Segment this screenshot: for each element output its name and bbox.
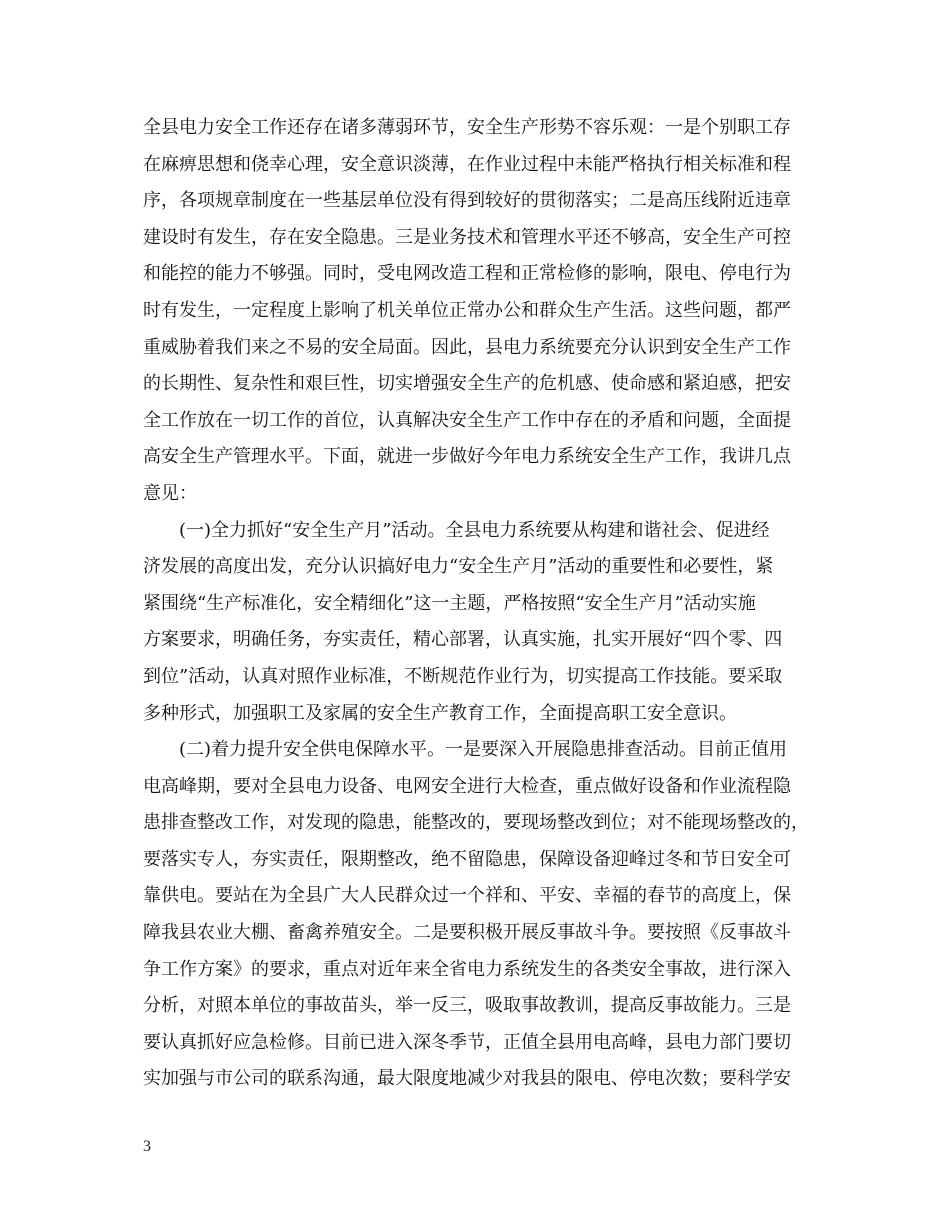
body-text (143, 110, 833, 1098)
text-line: 在麻痹思想和侥幸心理，安全意识淡薄，在作业过程中未能严格执行相关标准和程 (143, 153, 791, 175)
text-line: 建设时有发生，存在安全隐患。三是业务技术和管理水平还不够高，安全生产可控 (143, 226, 791, 248)
text-line: 障我县农业大棚、畜禽养殖安全。二是要积极开展反事故斗争。要按照《反事故斗 (143, 922, 791, 944)
text-line: 全县电力安全工作还存在诸多薄弱环节，安全生产形势不容乐观：一是个别职工存 (143, 117, 791, 138)
text-line: 方案要求，明确任务，夯实责任，精心部署，认真实施，扎实开展好“四个零、四 (143, 629, 783, 651)
page-number: 3 (143, 1138, 151, 1155)
text-line: 全工作放在一切工作的首位，认真解决安全生产工作中存在的矛盾和问题，全面提 (143, 409, 791, 431)
text-line: 要落实专人，夯实责任，限期整改，绝不留隐患，保障设备迎峰过冬和节日安全可 (143, 848, 791, 870)
text-line: 靠供电。要站在为全县广大人民群众过一个祥和、平安、幸福的春节的高度上，保 (143, 885, 791, 907)
text-line: (二)着力提升安全供电保障水平。一是要深入开展隐患排查活动。目前正值用 (143, 739, 788, 761)
text-line: 紧围绕“生产标准化，安全精细化”这一主题，严格按照“安全生产月”活动实施 (143, 592, 756, 614)
text-line: 高安全生产管理水平。下面，就进一步做好今年电力系统安全生产工作，我讲几点 (143, 446, 791, 468)
text-line: 序，各项规章制度在一些基层单位没有得到较好的贯彻落实；二是高压线附近违章 (143, 190, 791, 212)
text-line: 争工作方案》的要求，重点对近年来全省电力系统发生的各类安全事故，进行深入 (143, 958, 791, 980)
text-line: 济发展的高度出发，充分认识搞好电力“安全生产月”活动的重要性和必要性，紧 (143, 556, 774, 578)
text-line: 的长期性、复杂性和艰巨性，切实增强安全生产的危机感、使命感和紧迫感，把安 (143, 373, 791, 395)
text-line: 多种形式，加强职工及家属的安全生产教育工作，全面提高职工安全意识。 (143, 702, 737, 724)
text-line: 患排查整改工作，对发现的隐患，能整改的，要现场整改到位；对不能现场整改的， (143, 812, 809, 834)
text-line: 到位”活动，认真对照作业标准，不断规范作业行为，切实提高工作技能。要采取 (143, 665, 783, 687)
text-line: 电高峰期，要对全县电力设备、电网安全进行大检查，重点做好设备和作业流程隐 (143, 775, 791, 797)
text-line: 重威胁着我们来之不易的安全局面。因此，县电力系统要充分认识到安全生产工作 (143, 336, 791, 358)
text-line: 和能控的能力不够强。同时，受电网改造工程和正常检修的影响，限电、停电行为 (143, 263, 791, 285)
text-line: 实加强与市公司的联系沟通，最大限度地减少对我县的限电、停电次数；要科学安 (143, 1068, 791, 1090)
text-line: 时有发生，一定程度上影响了机关单位正常办公和群众生产生活。这些问题，都严 (143, 299, 791, 321)
text-line: 分析，对照本单位的事故苗头，举一反三，吸取事故教训，提高反事故能力。三是 (143, 995, 791, 1017)
text-line: 要认真抓好应急检修。目前已进入深冬季节，正值全县用电高峰，县电力部门要切 (143, 1031, 791, 1053)
text-line: 意见： (143, 482, 197, 504)
text-line: (一)全力抓好“安全生产月”活动。全县电力系统要从构建和谐社会、促进经 (143, 519, 770, 541)
